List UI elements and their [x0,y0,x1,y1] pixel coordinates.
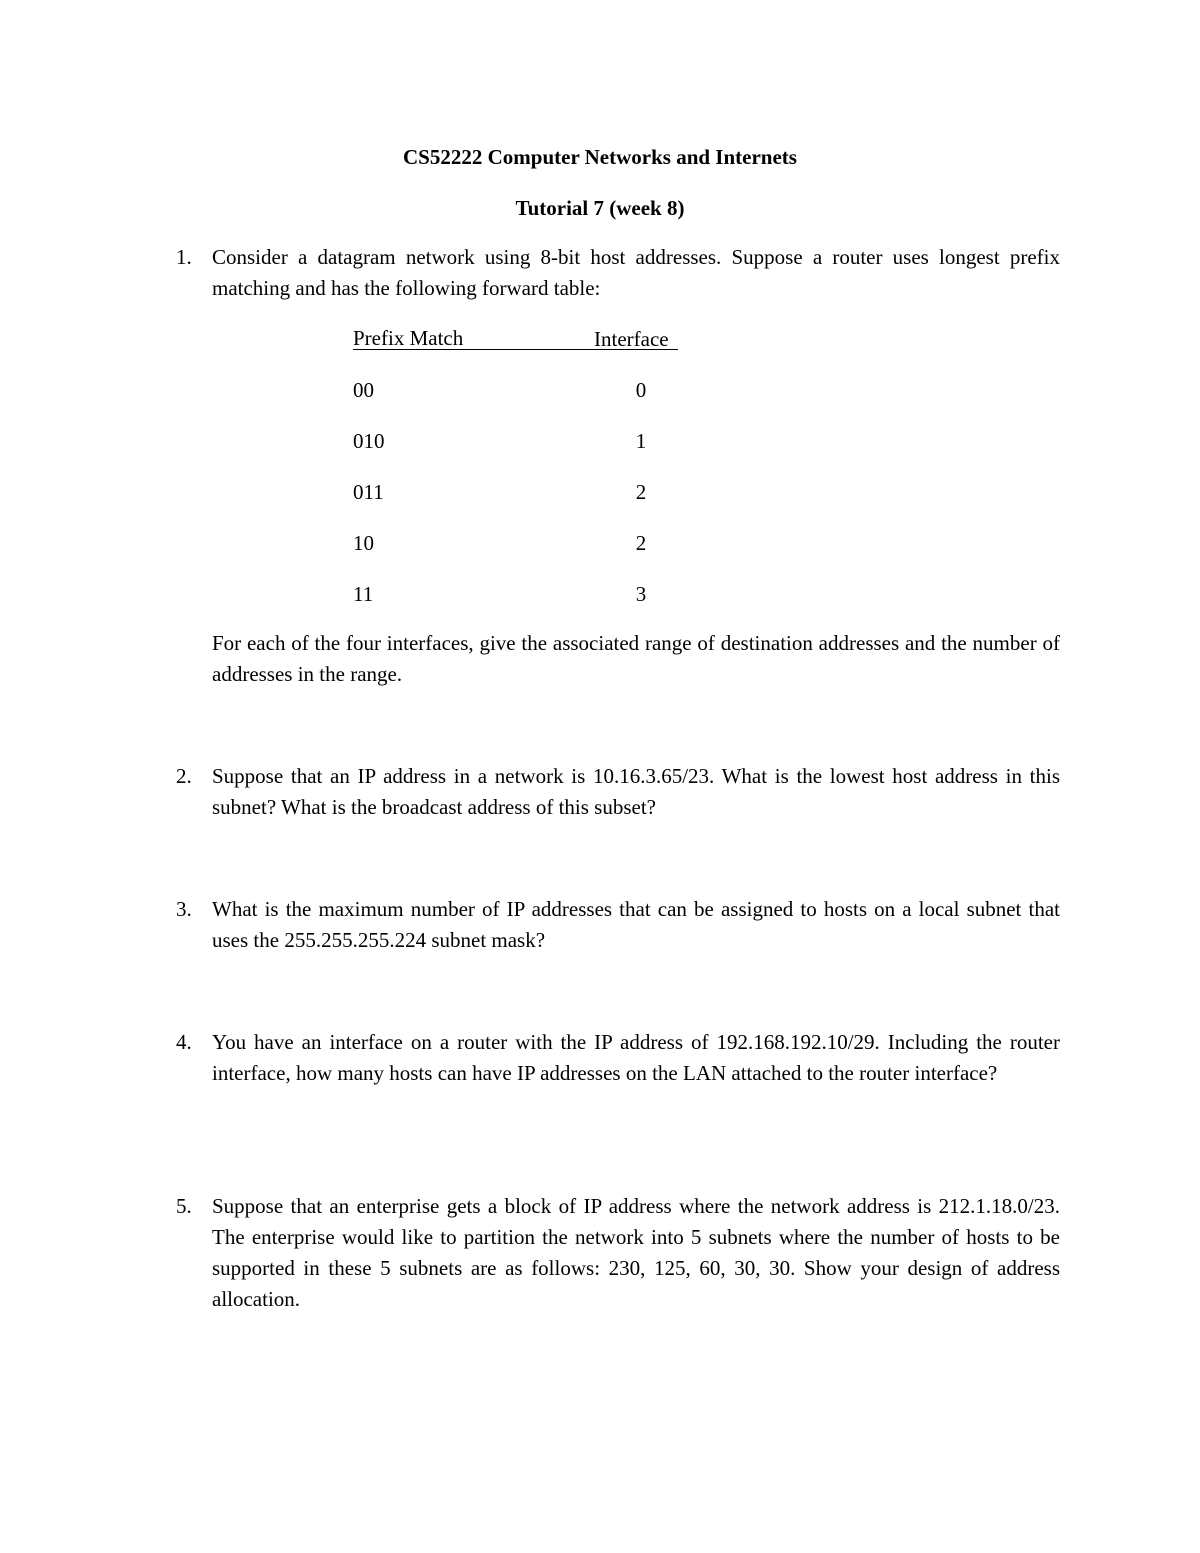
table-cell-interface: 2 [635,531,647,555]
tutorial-title: Tutorial 7 (week 8) [515,196,685,220]
question-number: 3. [176,897,192,921]
table-cell-interface: 0 [635,378,647,402]
table-cell-interface: 3 [635,582,647,606]
question-text: Consider a datagram network using 8-bit host addresses. Suppose a router uses longest prefix matching and has the following forward table: [212,245,1060,300]
table-cell-interface: 1 [635,429,647,453]
question-number: 2. [176,764,192,788]
table-cell-prefix: 010 [353,429,385,453]
question-text: Suppose that an enterprise gets a block of IP address where the network address is 212.1.18.0/23. The enterprise would like to partition the network into 5 subnets where the number of hosts to be supported in these 5 subnets are as follows: 230, 125, 60, 30, 30. Show your design of address allocation. [212,1194,1060,1311]
table-cell-prefix: 00 [353,378,374,402]
table-cell-prefix: 11 [353,582,374,606]
table-header-interface: Interface [594,327,669,351]
table-cell-prefix: 011 [353,480,384,504]
question-text: Suppose that an IP address in a network is 10.16.3.65/23. What is the lowest host address in this subnet? What is the broadcast address of this subset? [212,764,1060,819]
table-header-prefix: Prefix Match [353,326,464,350]
question-1-followup: For each of the four interfaces, give the associated range of destination addresses and the number of addresses in the range. [212,631,1060,686]
question-number: 5. [176,1194,192,1218]
course-title: CS52222 Computer Networks and Internets [403,145,797,169]
table-cell-interface: 2 [635,480,647,504]
question-number: 4. [176,1030,192,1054]
question-number: 1. [176,245,192,269]
question-text: You have an interface on a router with the IP address of 192.168.192.10/29. Including the router interface, how many hosts can have IP addresses on the LAN attached to the router interface? [212,1030,1060,1085]
table-cell-prefix: 10 [353,531,374,555]
question-text: What is the maximum number of IP addresses that can be assigned to hosts on a local subnet that uses the 255.255.255.224 subnet mask? [212,897,1060,952]
